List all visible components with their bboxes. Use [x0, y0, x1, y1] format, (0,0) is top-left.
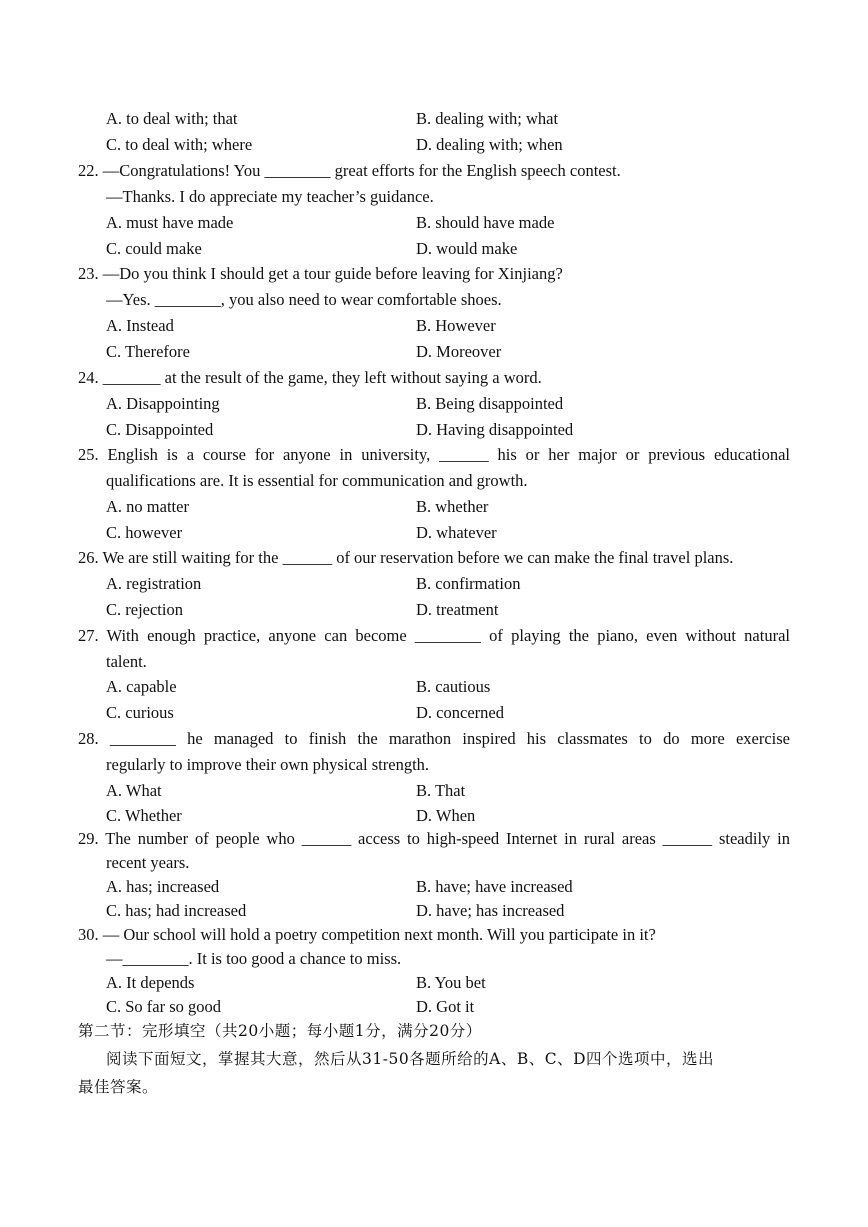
question-28-continuation: regularly to improve their own physical strength.	[106, 755, 430, 774]
question-26-stem: 26. We are still waiting for the ______ of our reservation before we can make the final travel plans.	[78, 548, 734, 567]
question-29-continuation: recent years.	[106, 853, 190, 872]
question-28-stem: 28. ________ he managed to finish the marathon inspired his classmates to do more exercise	[78, 729, 790, 748]
question-25-continuation: qualifications are. It is essential for communication and growth.	[106, 471, 528, 490]
question-26-option-b: B. confirmation	[416, 574, 521, 593]
question-22-option-d: D. would make	[416, 239, 518, 258]
section-instruction-continuation: 最佳答案。	[78, 1078, 159, 1096]
question-25-option-b: B. whether	[416, 497, 489, 516]
option-d: D. dealing with; when	[416, 135, 563, 154]
question-24-stem: 24. _______ at the result of the game, they left without saying a word.	[78, 368, 542, 387]
question-23-option-c: C. Therefore	[106, 342, 190, 361]
question-23-reply: —Yes. ________, you also need to wear comfortable shoes.	[106, 290, 502, 309]
question-26-option-a: A. registration	[106, 574, 202, 593]
section-instruction: 阅读下面短文，掌握其大意，然后从31-50各题所给的A、B、C、D四个选项中，选出	[106, 1050, 715, 1068]
question-29-option-a: A. has; increased	[106, 877, 220, 896]
question-28-option-b: B. That	[416, 781, 466, 800]
question-24-option-b: B. Being disappointed	[416, 394, 564, 413]
question-30-option-d: D. Got it	[416, 997, 475, 1016]
question-26-option-c: C. rejection	[106, 600, 183, 619]
question-23-option-a: A. Instead	[106, 316, 174, 335]
question-29-option-d: D. have; has increased	[416, 901, 565, 920]
question-28-option-d: D. When	[416, 806, 476, 825]
question-30-option-b: B. You bet	[416, 973, 486, 992]
question-25-option-c: C. however	[106, 523, 183, 542]
question-24-option-c: C. Disappointed	[106, 420, 214, 439]
question-27-continuation: talent.	[106, 652, 147, 671]
question-23-option-b: B. However	[416, 316, 496, 335]
question-24-option-d: D. Having disappointed	[416, 420, 574, 439]
question-25-option-d: D. whatever	[416, 523, 497, 542]
question-29-option-b: B. have; have increased	[416, 877, 573, 896]
question-27-stem: 27. With enough practice, anyone can become ________ of playing the piano, even without natural	[78, 626, 790, 645]
question-28-option-a: A. What	[106, 781, 162, 800]
question-23-option-d: D. Moreover	[416, 342, 502, 361]
question-22-stem: 22. —Congratulations! You ________ great efforts for the English speech contest.	[78, 161, 621, 180]
question-27-option-d: D. concerned	[416, 703, 504, 722]
question-25-option-a: A. no matter	[106, 497, 189, 516]
question-29-stem: 29. The number of people who ______ access to high-speed Internet in rural areas ______ steadily in	[78, 829, 790, 848]
question-27-option-a: A. capable	[106, 677, 177, 696]
question-29-option-c: C. has; had increased	[106, 901, 247, 920]
question-26-option-d: D. treatment	[416, 600, 499, 619]
question-22-option-a: A. must have made	[106, 213, 234, 232]
question-23-stem: 23. —Do you think I should get a tour guide before leaving for Xinjiang?	[78, 264, 563, 283]
question-28-option-c: C. Whether	[106, 806, 182, 825]
question-25-stem: 25. English is a course for anyone in university, ______ his or her major or previous educational	[78, 445, 790, 464]
question-24-option-a: A. Disappointing	[106, 394, 220, 413]
option-c: C. to deal with; where	[106, 135, 253, 154]
option-a: A. to deal with; that	[106, 109, 238, 128]
question-22-reply: —Thanks. I do appreciate my teacher’s guidance.	[106, 187, 434, 206]
section-title: 第二节：完形填空（共20小题；每小题1分，满分20分）	[78, 1022, 482, 1040]
question-30-option-a: A. It depends	[106, 973, 195, 992]
question-30-option-c: C. So far so good	[106, 997, 222, 1016]
question-22-option-c: C. could make	[106, 239, 202, 258]
question-27-option-b: B. cautious	[416, 677, 491, 696]
question-30-stem: 30. — Our school will hold a poetry competition next month. Will you participate in it?	[78, 925, 656, 944]
question-30-reply: —________. It is too good a chance to miss.	[106, 949, 402, 968]
question-27-option-c: C. curious	[106, 703, 174, 722]
question-22-option-b: B. should have made	[416, 213, 555, 232]
option-b: B. dealing with; what	[416, 109, 559, 128]
